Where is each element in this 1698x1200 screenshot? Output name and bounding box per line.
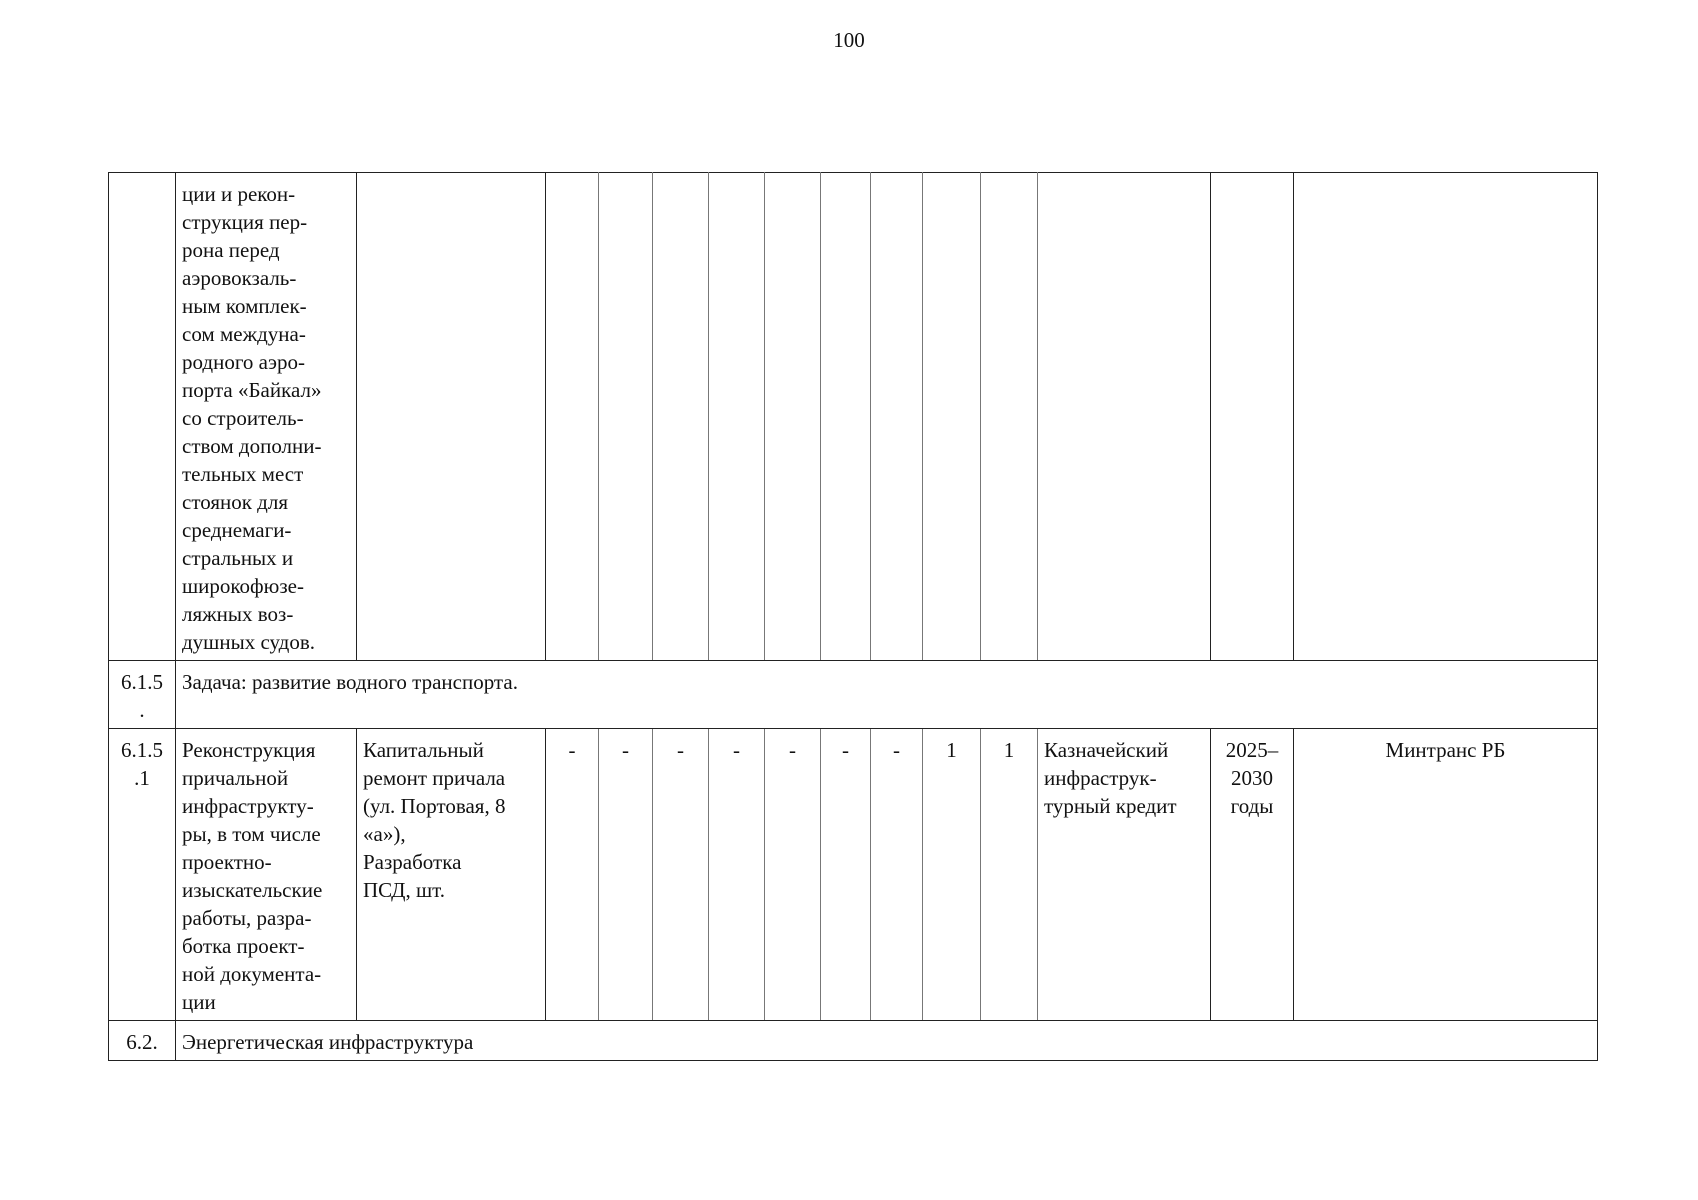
cell-event-name: Реконструкция причальной инфраструкту- ры, в том числе проектно- изыскательские работы, разра- ботка проект- ной документа- ции xyxy=(176,729,357,1021)
cell-responsible xyxy=(1294,173,1598,661)
cell-funding-source xyxy=(1038,173,1211,661)
cell-value: - xyxy=(599,729,653,1021)
table-row-task xyxy=(109,661,1598,729)
table-row-section xyxy=(109,1021,1598,1061)
cell-number xyxy=(109,173,176,661)
page-number: 100 xyxy=(833,28,865,52)
cell-value xyxy=(981,173,1038,661)
cell-value: - xyxy=(765,729,821,1021)
cell-indicator xyxy=(357,173,546,661)
task-title: Задача: развитие водного транспорта. xyxy=(176,661,1598,729)
cell-value xyxy=(821,173,871,661)
cell-value: - xyxy=(821,729,871,1021)
cell-responsible: Минтранс РБ xyxy=(1294,729,1598,1021)
cell-value xyxy=(653,173,709,661)
cell-period: 2025– 2030 годы xyxy=(1211,729,1294,1021)
cell-indicator: Капитальный ремонт причала (ул. Портовая, 8 «а»), Разработка ПСД, шт. xyxy=(357,729,546,1021)
cell-value xyxy=(765,173,821,661)
table-row-item xyxy=(109,729,1598,1021)
cell-value: 1 xyxy=(923,729,981,1021)
cell-number: 6.2. xyxy=(109,1021,176,1061)
cell-value xyxy=(546,173,599,661)
cell-value: - xyxy=(709,729,765,1021)
cell-event-name: ции и рекон- струкция пер- рона перед аэровокзаль- ным комплек- сом междуна- родного аэро- порта «Байкал» со строитель- ством дополни- тельных мест стоянок для среднемаги- стральных и широкофюзе- ляжных воз- душных судов. xyxy=(176,173,357,661)
program-table xyxy=(108,172,1598,1061)
table-row-continuation xyxy=(109,173,1598,661)
cell-value: - xyxy=(653,729,709,1021)
cell-value: - xyxy=(871,729,923,1021)
cell-value xyxy=(709,173,765,661)
cell-value xyxy=(923,173,981,661)
cell-value: 1 xyxy=(981,729,1038,1021)
section-title: Энергетическая инфраструктура xyxy=(176,1021,1598,1061)
cell-value xyxy=(871,173,923,661)
cell-funding-source: Казначейский инфраструк- турный кредит xyxy=(1038,729,1211,1021)
cell-value xyxy=(599,173,653,661)
cell-number: 6.1.5 . xyxy=(109,661,176,729)
cell-value: - xyxy=(546,729,599,1021)
cell-number: 6.1.5 .1 xyxy=(109,729,176,1021)
cell-period xyxy=(1211,173,1294,661)
